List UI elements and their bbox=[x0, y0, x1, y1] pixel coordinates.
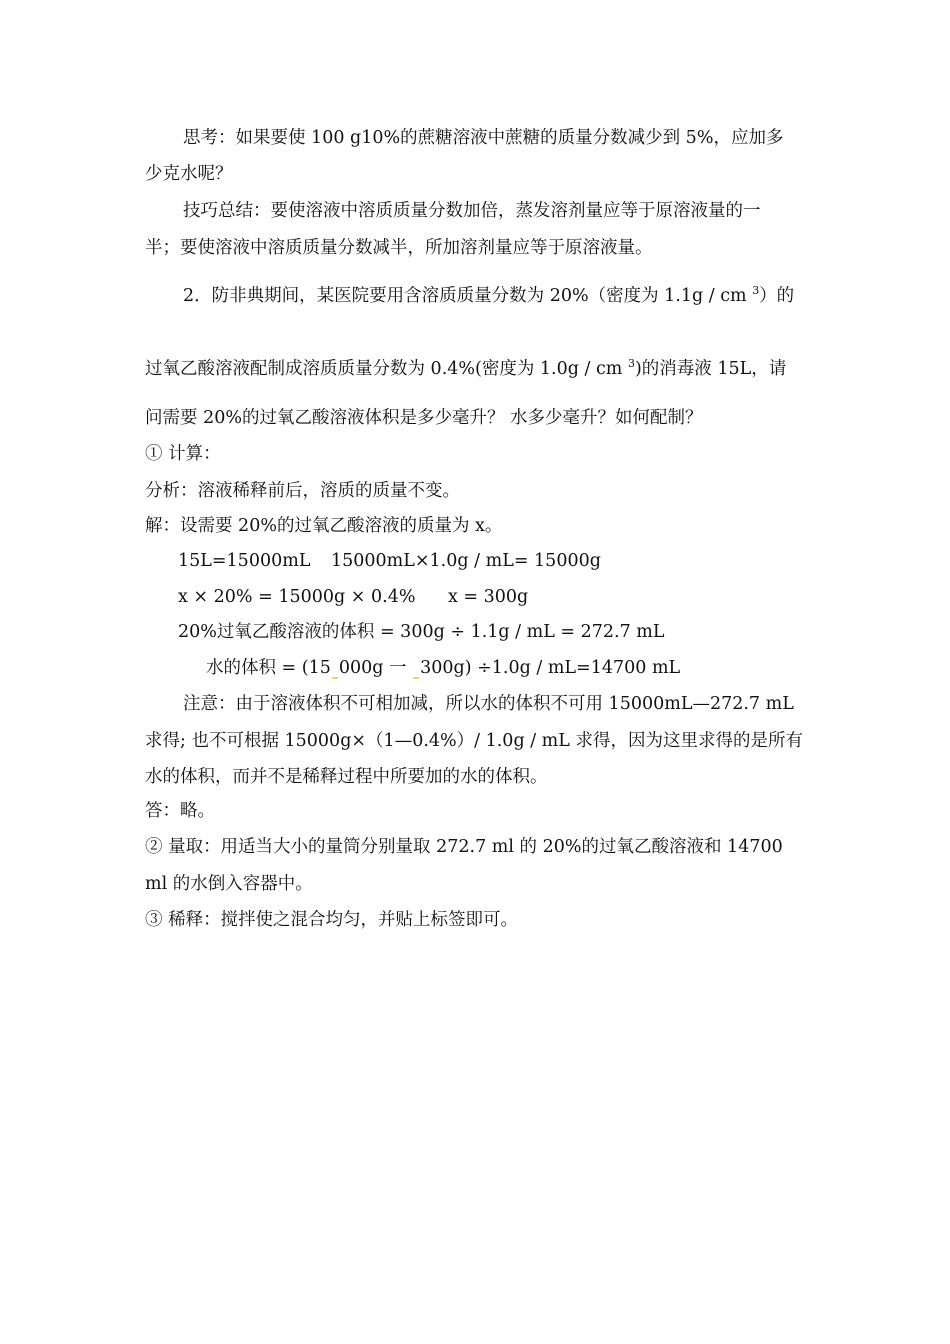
note-line-1 bbox=[183, 692, 794, 716]
text-run: ③ 稀释：搅拌使之混合均匀，并贴上标签即可。 bbox=[145, 910, 519, 930]
question2-line-3 bbox=[145, 406, 703, 430]
step2-line-1 bbox=[145, 835, 783, 859]
text-run: x × 20% = 15000g × 0.4% bbox=[178, 587, 416, 607]
text-run: 问需要 20%的过氧乙酸溶液体积是多少毫升？ 水多少毫升？如何配制？ bbox=[145, 408, 703, 428]
text-run: x = 300g bbox=[448, 587, 529, 607]
calc-line-2 bbox=[178, 585, 415, 609]
step1-heading bbox=[145, 442, 221, 466]
text-run: ① 计算： bbox=[145, 444, 221, 464]
text-run: 半；要使溶液中溶质质量分数减半，所加溶剂量应等于原溶液量。 bbox=[145, 238, 653, 258]
text-run: 水的体积，而并不是稀释过程中所要加的水的体积。 bbox=[145, 767, 548, 787]
analysis-line bbox=[145, 479, 460, 503]
superscript: 3 bbox=[752, 284, 760, 297]
note-line-3 bbox=[145, 765, 548, 789]
text-run: 水的体积 = (15 bbox=[206, 658, 331, 678]
step3-line bbox=[145, 908, 518, 932]
text-run: 解：设需要 20%的过氧乙酸溶液的质量为 x。 bbox=[145, 516, 503, 536]
text-run: 15L=15000mL bbox=[178, 551, 311, 571]
text-run: 000g 一 bbox=[338, 658, 413, 678]
calc-line-2b bbox=[448, 585, 528, 609]
text-run: ）的 bbox=[759, 286, 795, 306]
calc-line-1 bbox=[178, 549, 310, 573]
text-run: )的消毒液 15L，请 bbox=[634, 359, 787, 379]
question2-line-2 bbox=[145, 357, 786, 381]
text-run: 技巧总结：要使溶液中溶质质量分数加倍，蒸发溶剂量应等于原溶液量的一 bbox=[183, 201, 761, 221]
solve-line bbox=[145, 514, 502, 538]
text-run: 过氧乙酸溶液配制成溶质质量分数为 0.4%(密度为 1.0g / cm bbox=[145, 359, 623, 379]
text-run: 2．防非典期间，某医院要用含溶质质量分数为 20%（密度为 1.1g / cm bbox=[183, 286, 747, 306]
text-run: 300g) ÷1.0g / mL=14700 mL bbox=[420, 658, 681, 678]
text-run: 少克水呢？ bbox=[145, 164, 233, 184]
highlight-mark bbox=[413, 677, 419, 679]
tip-line-1 bbox=[183, 199, 761, 223]
calc-line-3 bbox=[178, 620, 665, 644]
text-run: ml 的水倒入容器中。 bbox=[145, 874, 313, 894]
text-run: 注意：由于溶液体积不可相加减，所以水的体积不可用 15000mL—272.7 mL bbox=[183, 694, 794, 714]
answer-line bbox=[145, 799, 215, 823]
text-run: 15000mL×1.0g / mL= 15000g bbox=[331, 551, 601, 571]
text-run: ② 量取：用适当大小的量筒分别量取 272.7 ml 的 20%的过氧乙酸溶液和 14700 bbox=[145, 837, 783, 857]
think-line-1 bbox=[183, 126, 783, 150]
think-line-2 bbox=[145, 162, 233, 186]
text-run: 分析：溶液稀释前后，溶质的质量不变。 bbox=[145, 481, 460, 501]
step2-line-2 bbox=[145, 872, 313, 896]
superscript: 3 bbox=[627, 357, 635, 370]
text-run: 思考：如果要使 100 g10%的蔗糖溶液中蔗糖的质量分数减少到 5%，应加多 bbox=[183, 128, 784, 148]
calc-line-4 bbox=[206, 656, 680, 680]
question2-line-1 bbox=[183, 284, 794, 308]
note-line-2 bbox=[145, 729, 803, 753]
calc-line-1b bbox=[331, 549, 601, 573]
text-run: 20%过氧乙酸溶液的体积 = 300g ÷ 1.1g / mL = 272.7 mL bbox=[178, 622, 665, 642]
text-run: 答：略。 bbox=[145, 801, 215, 821]
tip-line-2 bbox=[145, 236, 653, 260]
text-run: 求得; 也不可根据 15000g×（1—0.4%）/ 1.0g / mL 求得，因为这里求得的是所有 bbox=[145, 731, 803, 751]
highlight-mark bbox=[332, 677, 338, 679]
